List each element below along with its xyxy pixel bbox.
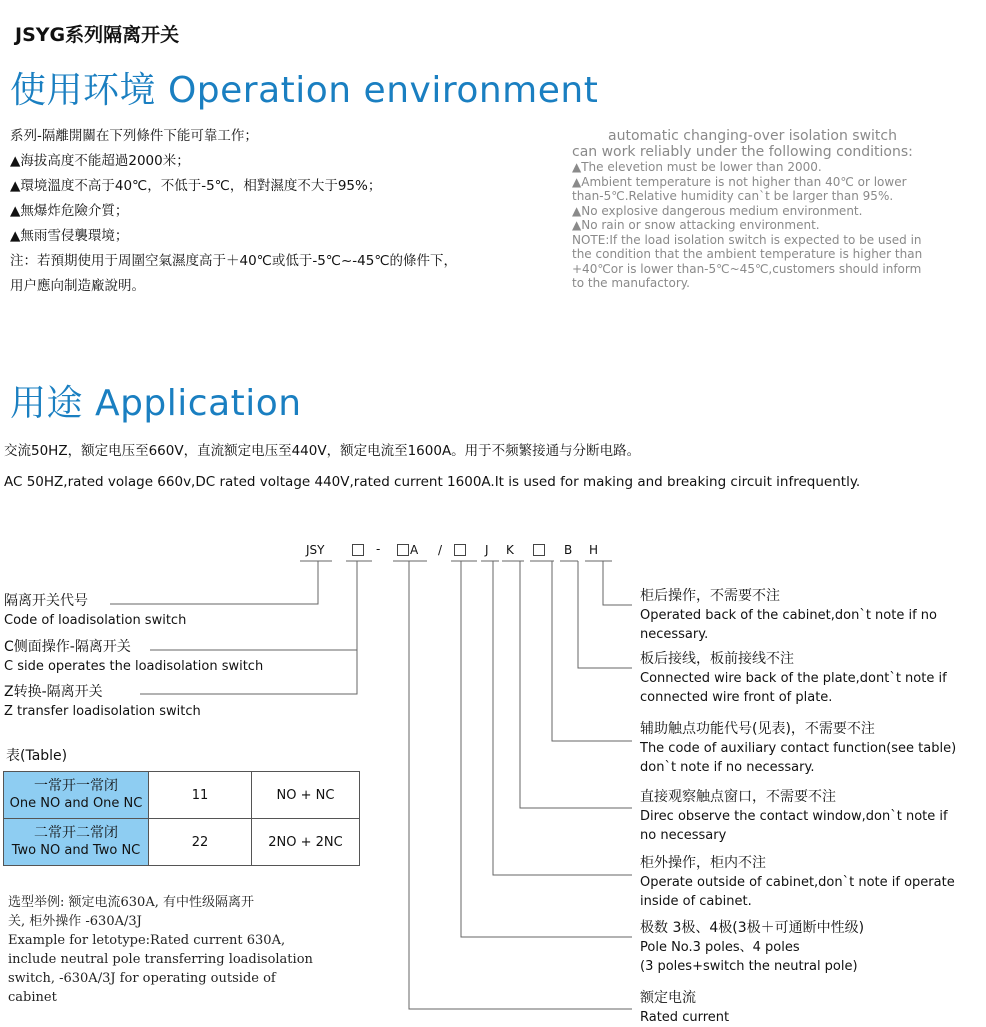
env-en-line: ▲The elevetion must be lower than 2000. bbox=[572, 160, 822, 174]
label-en: Z transfer loadisolation switch bbox=[4, 704, 201, 719]
table-cell-type bbox=[4, 772, 149, 819]
type-en: One NO and One NC bbox=[9, 796, 143, 811]
label-cn: C侧面操作-隔离开关 bbox=[4, 639, 131, 655]
label-en: necessary. bbox=[640, 627, 709, 642]
application-cn: 交流50HZ，额定电压至660V，直流额定电压至440V，额定电流至1600A。用于不频繁接通与分断电路。 bbox=[4, 443, 641, 459]
code-dash: - bbox=[376, 542, 381, 556]
table-row bbox=[4, 819, 360, 866]
label-en: Operate outside of cabinet,don`t note if operate bbox=[640, 875, 955, 890]
env-cn-line: 用户應向制造廠說明。 bbox=[10, 278, 145, 294]
label-cn: 额定电流 bbox=[640, 990, 696, 1006]
right-label-wiring bbox=[640, 650, 947, 707]
label-en: The code of auxiliary contact function(see table) bbox=[640, 741, 957, 756]
label-en: Code of loadisolation switch bbox=[4, 613, 187, 628]
code-b: B bbox=[564, 543, 573, 557]
label-en: don`t note if no necessary. bbox=[640, 760, 815, 775]
label-cn: 辅助触点功能代号(见表)，不需要不注 bbox=[640, 721, 875, 737]
label-cn: 隔离开关代号 bbox=[4, 593, 88, 609]
environment-heading: 使用环境 Operation environment bbox=[10, 70, 599, 111]
page-title: JSYG系列隔离开关 bbox=[15, 24, 180, 46]
left-label-code bbox=[4, 592, 186, 630]
code-j: J bbox=[485, 543, 489, 557]
label-en: C side operates the loadisolation switch bbox=[4, 659, 264, 674]
env-cn-line: ▲海拔高度不能超過2000米； bbox=[10, 153, 190, 169]
type-cn: 一常开一常闭 bbox=[34, 778, 118, 794]
label-en: no necessary bbox=[640, 828, 727, 843]
label-en: Connected wire back of the plate,dont`t note if bbox=[640, 671, 947, 686]
env-cn-line: 系列-隔離開關在下列條件下能可靠工作； bbox=[10, 128, 258, 144]
example-line: 关, 柜外操作 -630A/3J bbox=[8, 914, 142, 929]
right-label-poles bbox=[640, 919, 864, 976]
label-cn: 柜后操作，不需要不注 bbox=[640, 588, 780, 604]
application-heading: 用途 Application bbox=[10, 383, 302, 424]
aux-contact-table bbox=[3, 771, 360, 866]
label-en: Direc observe the contact window,don`t note if bbox=[640, 809, 948, 824]
table-title: 表(Table) bbox=[6, 748, 68, 764]
label-cn: Z转换-隔离开关 bbox=[4, 684, 103, 700]
table-cell-value: NO + NC bbox=[252, 772, 360, 819]
right-label-aux-contact bbox=[640, 720, 956, 777]
env-en-line: to the manufactory. bbox=[572, 276, 690, 290]
label-en: inside of cabinet. bbox=[640, 894, 752, 909]
env-en-line: ▲Ambient temperature is not higher than 40℃ or lower bbox=[572, 174, 907, 189]
code-jsy: JSY bbox=[306, 543, 325, 557]
right-label-window bbox=[640, 788, 948, 845]
application-en: AC 50HZ,rated volage 660v,DC rated voltage 440V,rated current 1600A.It is used for making and breaking circuit infrequently. bbox=[4, 474, 861, 490]
label-cn: 柜外操作，柜内不注 bbox=[640, 855, 766, 871]
right-label-back-operation bbox=[640, 587, 937, 644]
env-en-line: can work reliably under the following conditions: bbox=[572, 144, 913, 160]
left-label-z-transfer bbox=[4, 683, 201, 721]
example-line: 选型举例: 额定电流630A, 有中性级隔离开 bbox=[8, 895, 254, 910]
env-cn-line: ▲無雨雪侵襲環境； bbox=[10, 228, 129, 244]
env-en-line: the condition that the ambient temperature is higher than bbox=[572, 247, 923, 261]
table-cell-type bbox=[4, 819, 149, 866]
env-en-line: +40℃or is lower than-5℃~45℃,customers should inform bbox=[572, 261, 922, 276]
env-en-line: automatic changing-over isolation switch bbox=[608, 128, 897, 144]
label-en: connected wire front of plate. bbox=[640, 690, 833, 705]
left-label-c-side bbox=[4, 638, 263, 676]
code-h: H bbox=[589, 543, 599, 557]
env-en-line: ▲No explosive dangerous medium environment. bbox=[572, 203, 863, 218]
env-cn-line: 注：若預期使用于周圍空氣濕度高于＋40℃或低于-5℃~-45℃的條件下， bbox=[10, 253, 457, 269]
example-line: switch, -630A/3J for operating outside of bbox=[8, 971, 276, 986]
table-cell-code: 11 bbox=[149, 772, 252, 819]
right-label-rated-current bbox=[640, 989, 729, 1027]
type-cn: 二常开二常闭 bbox=[34, 825, 118, 841]
env-en-line: than-5℃.Relative humidity can`t be larger than 95%. bbox=[572, 189, 894, 203]
label-en: Operated back of the cabinet,don`t note if no bbox=[640, 608, 937, 623]
example-line: include neutral pole transferring loadisolation bbox=[8, 952, 313, 967]
env-en-line: NOTE:If the load isolation switch is expected to be used in bbox=[572, 232, 922, 247]
label-en: Rated current bbox=[640, 1010, 730, 1025]
selection-example bbox=[8, 893, 313, 1007]
example-line: Example for letotype:Rated current 630A, bbox=[8, 933, 286, 948]
right-label-outside-operation bbox=[640, 854, 955, 911]
table-row bbox=[4, 772, 360, 819]
table-cell-code: 22 bbox=[149, 819, 252, 866]
env-cn-line: ▲環境溫度不高于40℃，不低于-5℃，相對濕度不大于95%； bbox=[10, 178, 382, 194]
label-cn: 板后接线，板前接线不注 bbox=[640, 651, 794, 667]
code-a: A bbox=[410, 543, 419, 557]
label-en: (3 poles+switch the neutral pole) bbox=[640, 959, 858, 974]
label-cn: 极数 3极、4极(3极＋可通断中性级) bbox=[640, 920, 865, 936]
env-cn-line: ▲無爆炸危險介質； bbox=[10, 203, 129, 219]
label-en: Pole No.3 poles、4 poles bbox=[640, 940, 800, 955]
example-line: cabinet bbox=[8, 990, 57, 1005]
code-k: K bbox=[506, 543, 514, 557]
env-en-line: ▲No rain or snow attacking environment. bbox=[572, 218, 820, 232]
code-slash: / bbox=[438, 543, 443, 557]
type-en: Two NO and Two NC bbox=[11, 843, 141, 858]
label-cn: 直接观察触点窗口，不需要不注 bbox=[640, 789, 836, 805]
table-cell-value: 2NO + 2NC bbox=[252, 819, 360, 866]
